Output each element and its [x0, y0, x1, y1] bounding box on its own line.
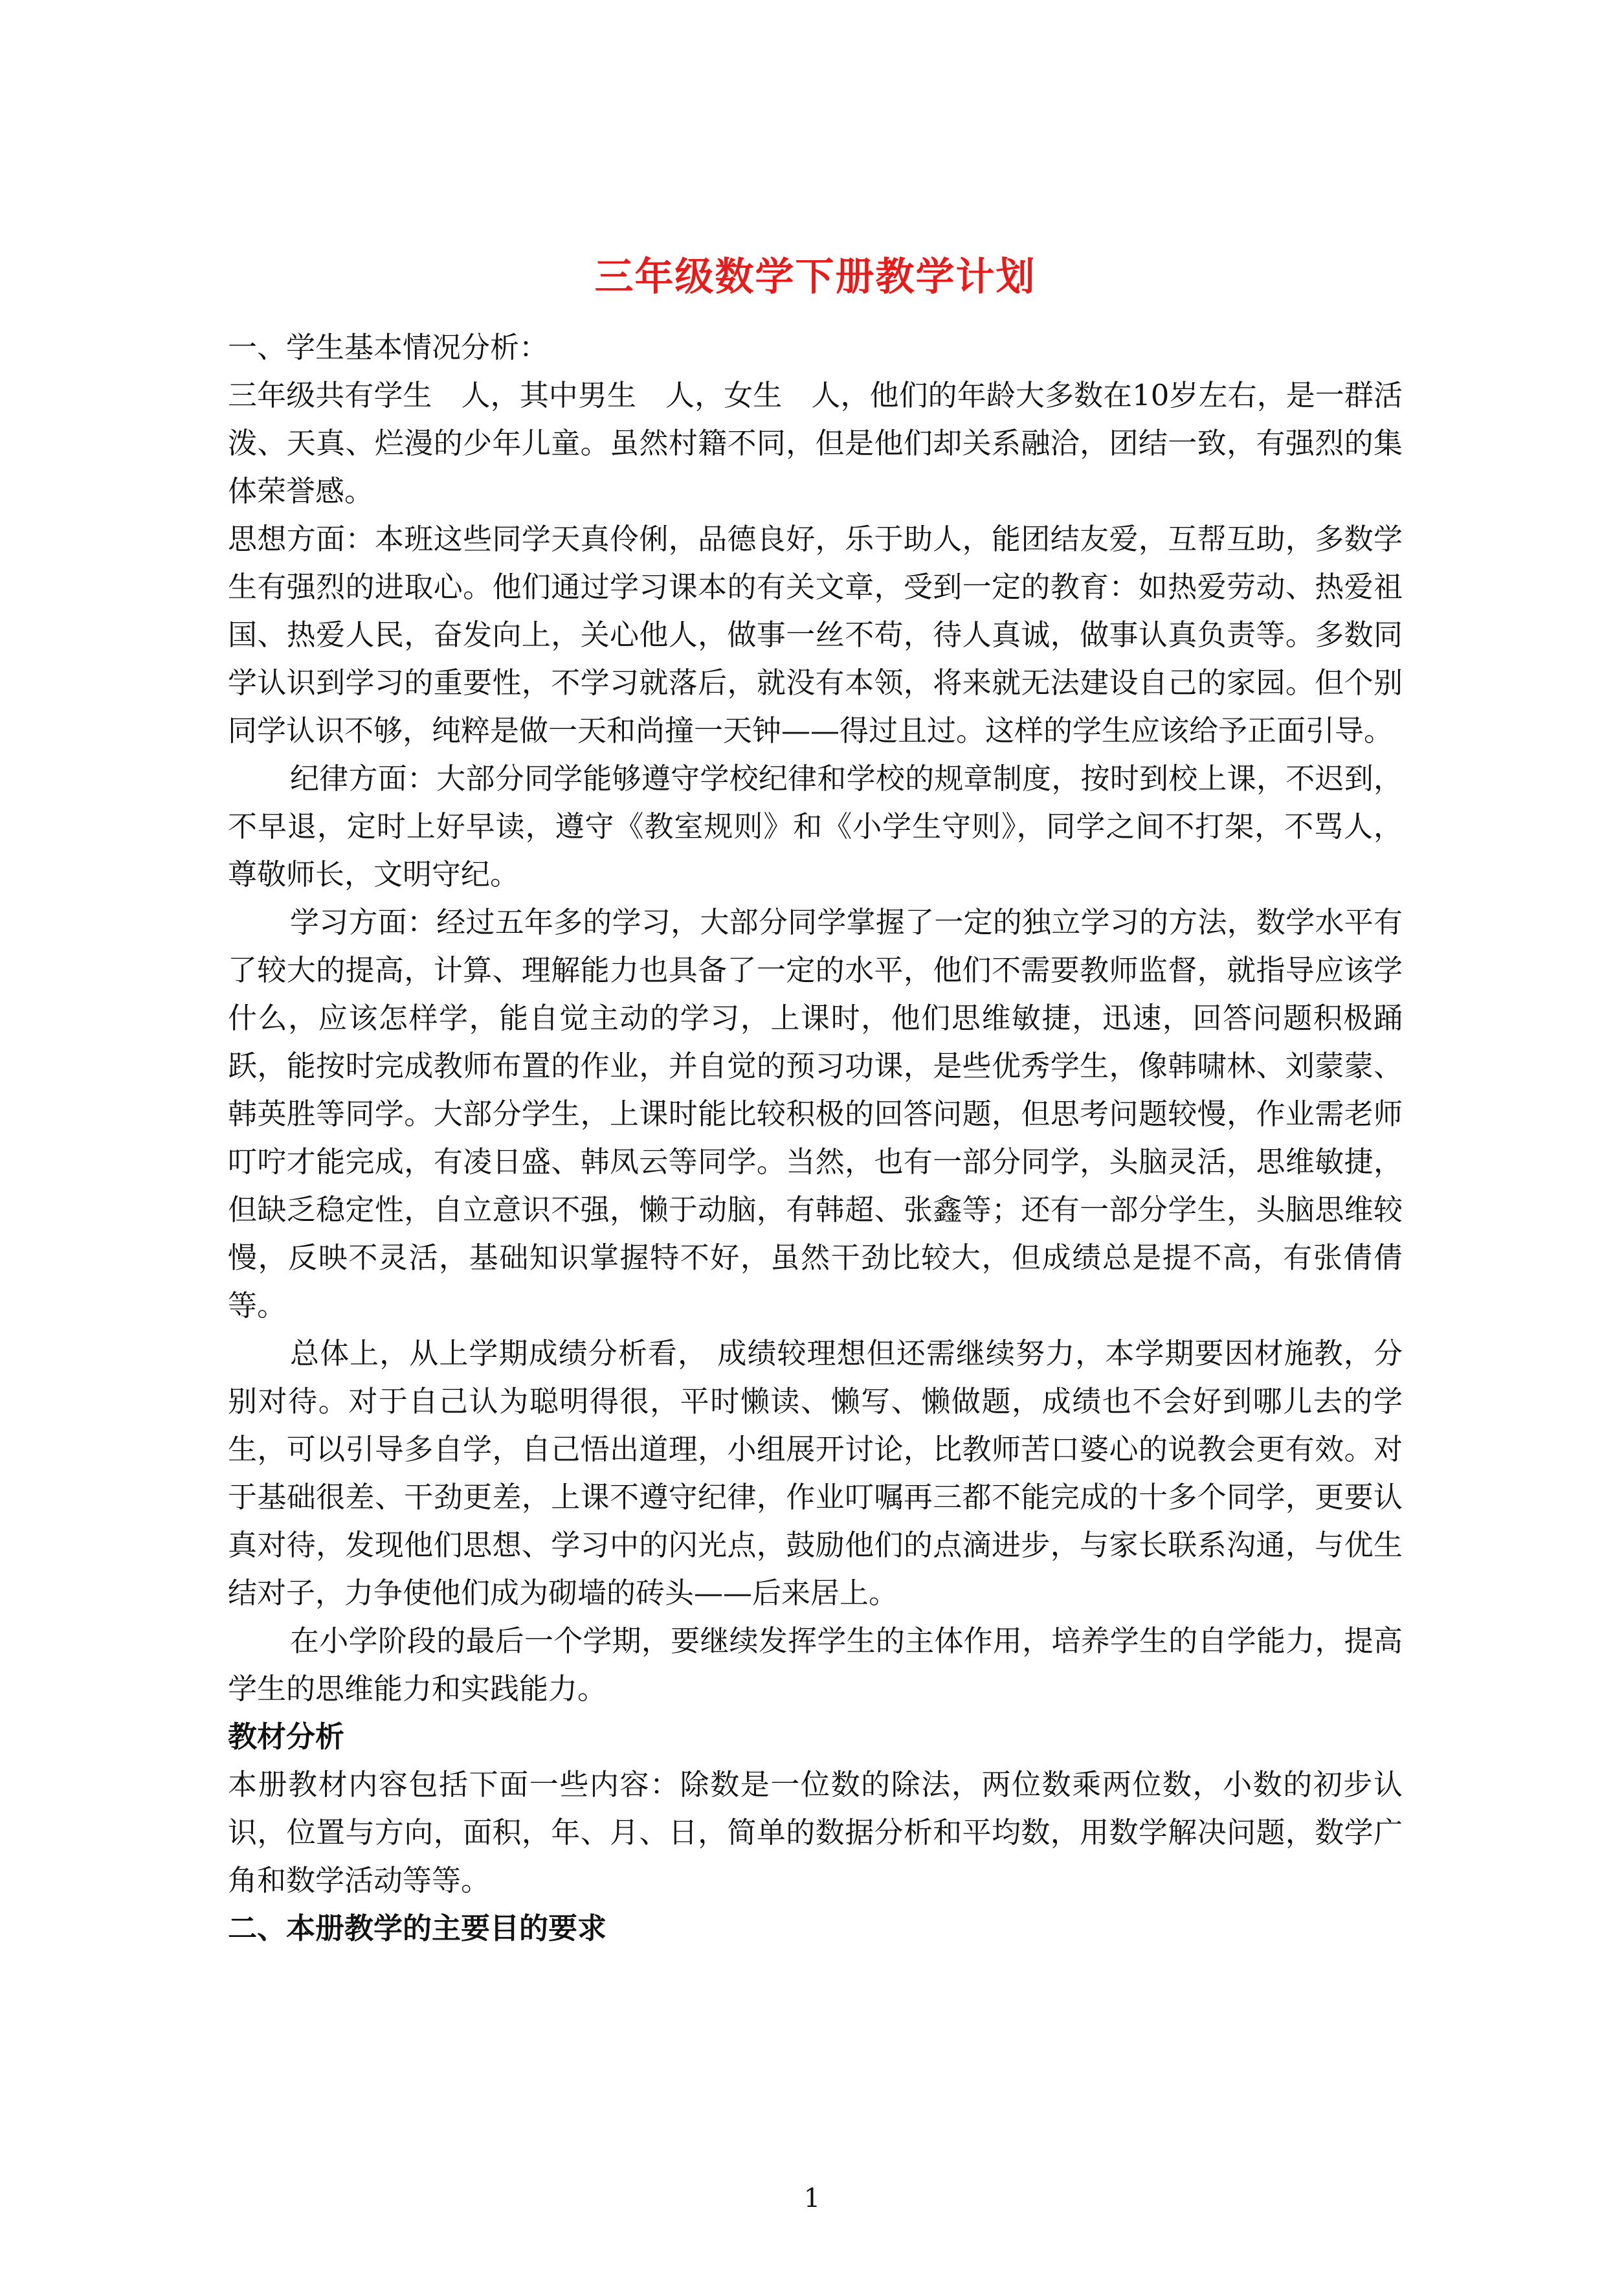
paragraph-thought: 思想方面：本班这些同学天真伶俐，品德良好，乐于助人，能团结友爱，互帮互助，多数学生有强烈的进取心。他们通过学习课本的有关文章，受到一定的教育：如热爱劳动、热爱祖国、热爱人民，奋发向上，关心他人，做事一丝不苟，待人真诚，做事认真负责等。多数同学认识到学习的重要性，不学习就落后，就没有本领，将来就无法建设自己的家园。但个别同学认识不够，纯粹是做一天和尚撞一天钟——得过且过。这样的学生应该给予正面引导。: [228, 522, 1403, 748]
paragraph-basic-info: 三年级共有学生 人，其中男生 人，女生 人，他们的年龄大多数在10岁左右，是一群活泼、天真、烂漫的少年儿童。虽然村籍不同，但是他们却关系融洽，团结一致，有强烈的集体荣誉感。: [228, 378, 1403, 508]
paragraph-overall: 总体上，从上学期成绩分析看， 成绩较理想但还需继续努力，本学期要因材施教，分别对待。对于自己认为聪明得很，平时懒读、懒写、懒做题，成绩也不会好到哪儿去的学生，可以引导多自学，自己悟出道理，小组展开讨论，比教师苦口婆心的说教会更有效。对于基础很差、干劲更差，上课不遵守纪律，作业叮嘱再三都不能完成的十多个同学，更要认真对待，发现他们思想、学习中的闪光点，鼓励他们的点滴进步，与家长联系沟通，与优生结对子，力争使他们成为砌墙的砖头——后来居上。: [228, 1336, 1403, 1610]
paragraph-textbook: 本册教材内容包括下面一些内容：除数是一位数的除法，两位数乘两位数，小数的初步认识，位置与方向，面积，年、月、日，简单的数据分析和平均数，用数学解决问题，数学广角和数学活动等等。: [228, 1767, 1403, 1897]
section-heading-textbook: 教材分析: [228, 1719, 345, 1754]
paragraph-discipline: 纪律方面：大部分同学能够遵守学校纪律和学校的规章制度，按时到校上课，不迟到，不早退，定时上好早读，遵守《教室规则》和《小学生守则》，同学之间不打架，不骂人，尊敬师长，文明守纪。: [228, 761, 1403, 891]
section-heading-student-analysis: 一、学生基本情况分析：: [228, 330, 549, 364]
document-title: 三年级数学下册教学计划: [594, 254, 1036, 300]
paragraph-last-term: 在小学阶段的最后一个学期，要继续发挥学生的主体作用，培养学生的自学能力，提高学生的思维能力和实践能力。: [228, 1624, 1403, 1706]
document-body: [228, 252, 1403, 1952]
page-number: 1: [803, 2184, 821, 2213]
paragraph-study: 学习方面：经过五年多的学习，大部分同学掌握了一定的独立学习的方法，数学水平有了较大的提高，计算、理解能力也具备了一定的水平，他们不需要教师监督，就指导应该学什么，应该怎样学，能自觉主动的学习，上课时，他们思维敏捷，迅速，回答问题积极踊跃，能按时完成教师布置的作业，并自觉的预习功课，是些优秀学生，像韩啸林、刘蒙蒙、韩英胜等同学。大部分学生，上课时能比较积极的回答问题，但思考问题较慢，作业需老师叮咛才能完成，有凌日盛、韩凤云等同学。当然，也有一部分同学，头脑灵活，思维敏捷，但缺乏稳定性，自立意识不强，懒于动脑，有韩超、张鑫等；还有一部分学生，头脑思维较慢，反映不灵活，基础知识掌握特不好，虽然干劲比较大，但成绩总是提不高，有张倩倩等。: [228, 905, 1403, 1323]
section-heading-objectives: 二、本册教学的主要目的要求: [228, 1911, 607, 1945]
